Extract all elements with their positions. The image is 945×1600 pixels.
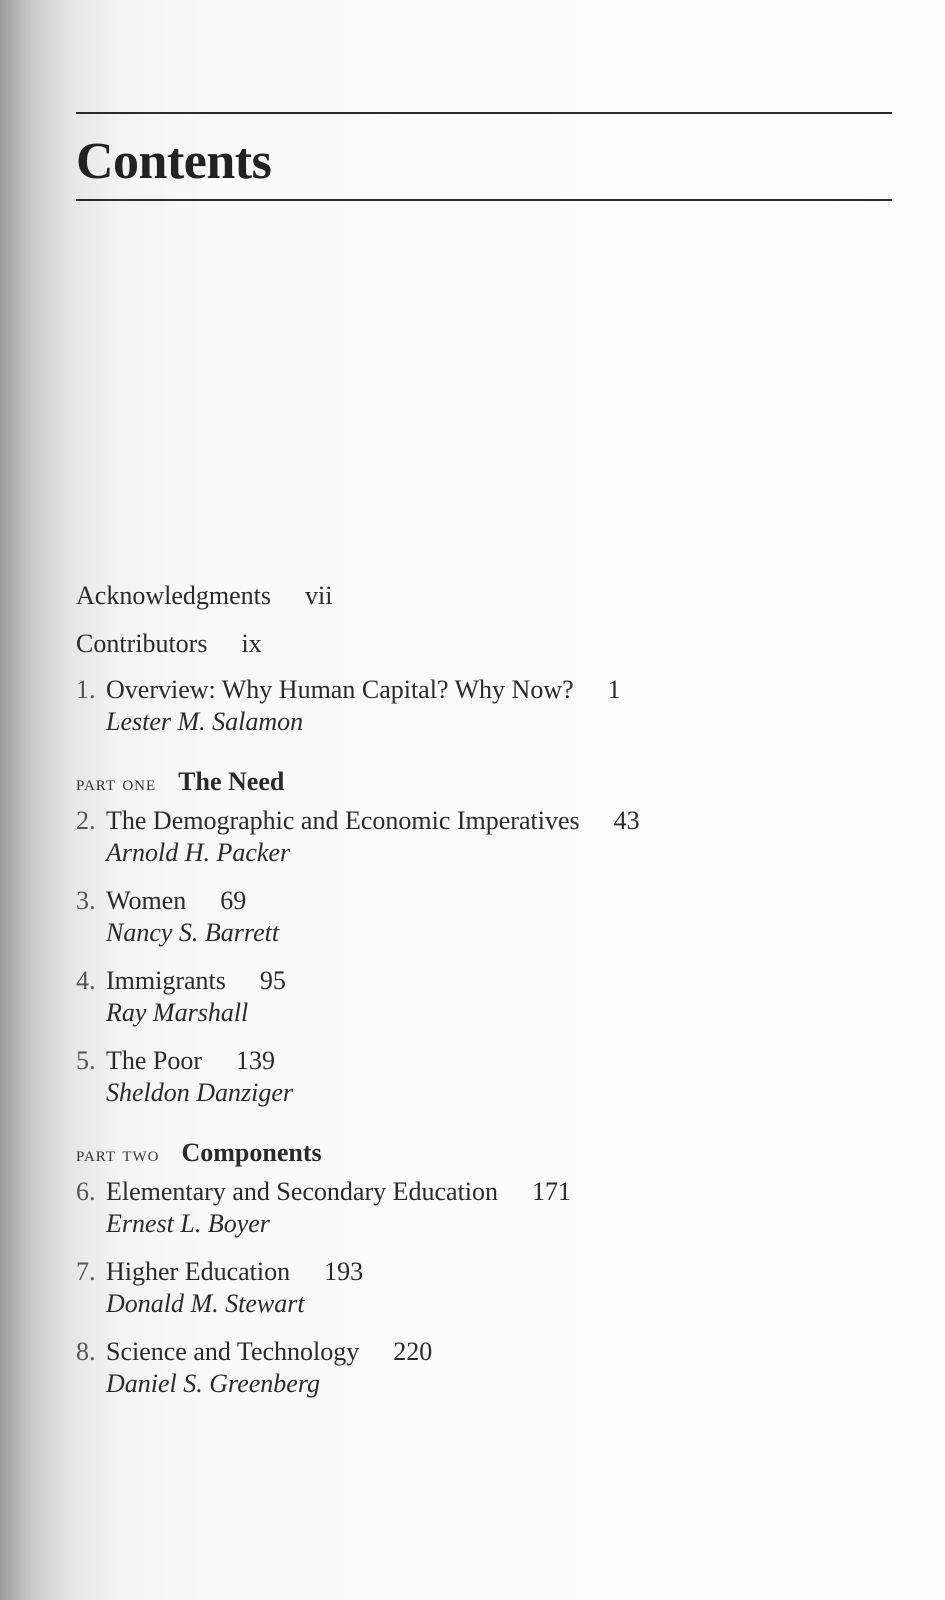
chapter-author: Nancy S. Barrett [106, 918, 280, 947]
toc-entry-chapter-7[interactable] [76, 1256, 896, 1320]
table-of-contents [76, 580, 896, 1400]
toc-entry-chapter-3[interactable] [76, 885, 896, 949]
page-number: 171 [532, 1177, 572, 1206]
chapter-number: 7. [76, 1257, 96, 1286]
chapter-number: 5. [76, 1046, 96, 1075]
chapter-number: 8. [76, 1337, 96, 1366]
part-title: The Need [178, 767, 285, 796]
chapter-author: Arnold H. Packer [106, 838, 291, 867]
page-number: ix [241, 629, 262, 658]
chapter-title: Women [106, 886, 187, 915]
entry-title: Acknowledgments [76, 581, 271, 610]
page-number: 1 [607, 675, 621, 704]
chapter-author: Sheldon Danziger [106, 1078, 294, 1107]
toc-entry-contributors[interactable] [76, 628, 896, 660]
toc-entry-chapter-8[interactable] [76, 1336, 896, 1400]
chapter-title: Immigrants [106, 966, 226, 995]
chapter-number: 2. [76, 806, 96, 835]
chapter-number: 4. [76, 966, 96, 995]
toc-entry-chapter-1[interactable] [76, 674, 896, 738]
chapter-number: 3. [76, 886, 96, 915]
chapter-author: Donald M. Stewart [106, 1289, 305, 1318]
chapter-author: Ray Marshall [106, 998, 249, 1027]
part-heading-two [76, 1137, 896, 1170]
part-label: part one [76, 771, 157, 795]
page-number: vii [304, 581, 333, 610]
rule-top [76, 112, 892, 114]
toc-entry-chapter-2[interactable] [76, 805, 896, 869]
chapter-author: Daniel S. Greenberg [106, 1369, 320, 1398]
page-number: 69 [220, 886, 247, 915]
part-label: part two [76, 1142, 160, 1166]
chapter-author: Lester M. Salamon [106, 707, 304, 736]
toc-entry-chapter-5[interactable] [76, 1045, 896, 1109]
chapter-title: Overview: Why Human Capital? Why Now? [106, 675, 574, 704]
chapter-title: The Demographic and Economic Imperatives [106, 806, 580, 835]
page-number: 193 [324, 1257, 364, 1286]
page-number: 95 [259, 966, 286, 995]
part-heading-one [76, 766, 896, 799]
chapter-author: Ernest L. Boyer [106, 1209, 270, 1238]
chapter-number: 6. [76, 1177, 96, 1206]
chapter-number: 1. [76, 675, 96, 704]
page-number: 139 [236, 1046, 276, 1075]
chapter-title: Higher Education [106, 1257, 291, 1286]
toc-entry-acknowledgments[interactable] [76, 580, 896, 612]
toc-entry-chapter-4[interactable] [76, 965, 896, 1029]
page-title: Contents [76, 133, 272, 190]
rule-bottom [76, 199, 892, 201]
page-number: 220 [393, 1337, 433, 1366]
entry-title: Contributors [76, 629, 208, 658]
part-title: Components [181, 1138, 322, 1167]
chapter-title: Elementary and Secondary Education [106, 1177, 499, 1206]
toc-entry-chapter-6[interactable] [76, 1176, 896, 1240]
page-number: 43 [613, 806, 640, 835]
chapter-title: Science and Technology [106, 1337, 360, 1366]
chapter-title: The Poor [106, 1046, 203, 1075]
